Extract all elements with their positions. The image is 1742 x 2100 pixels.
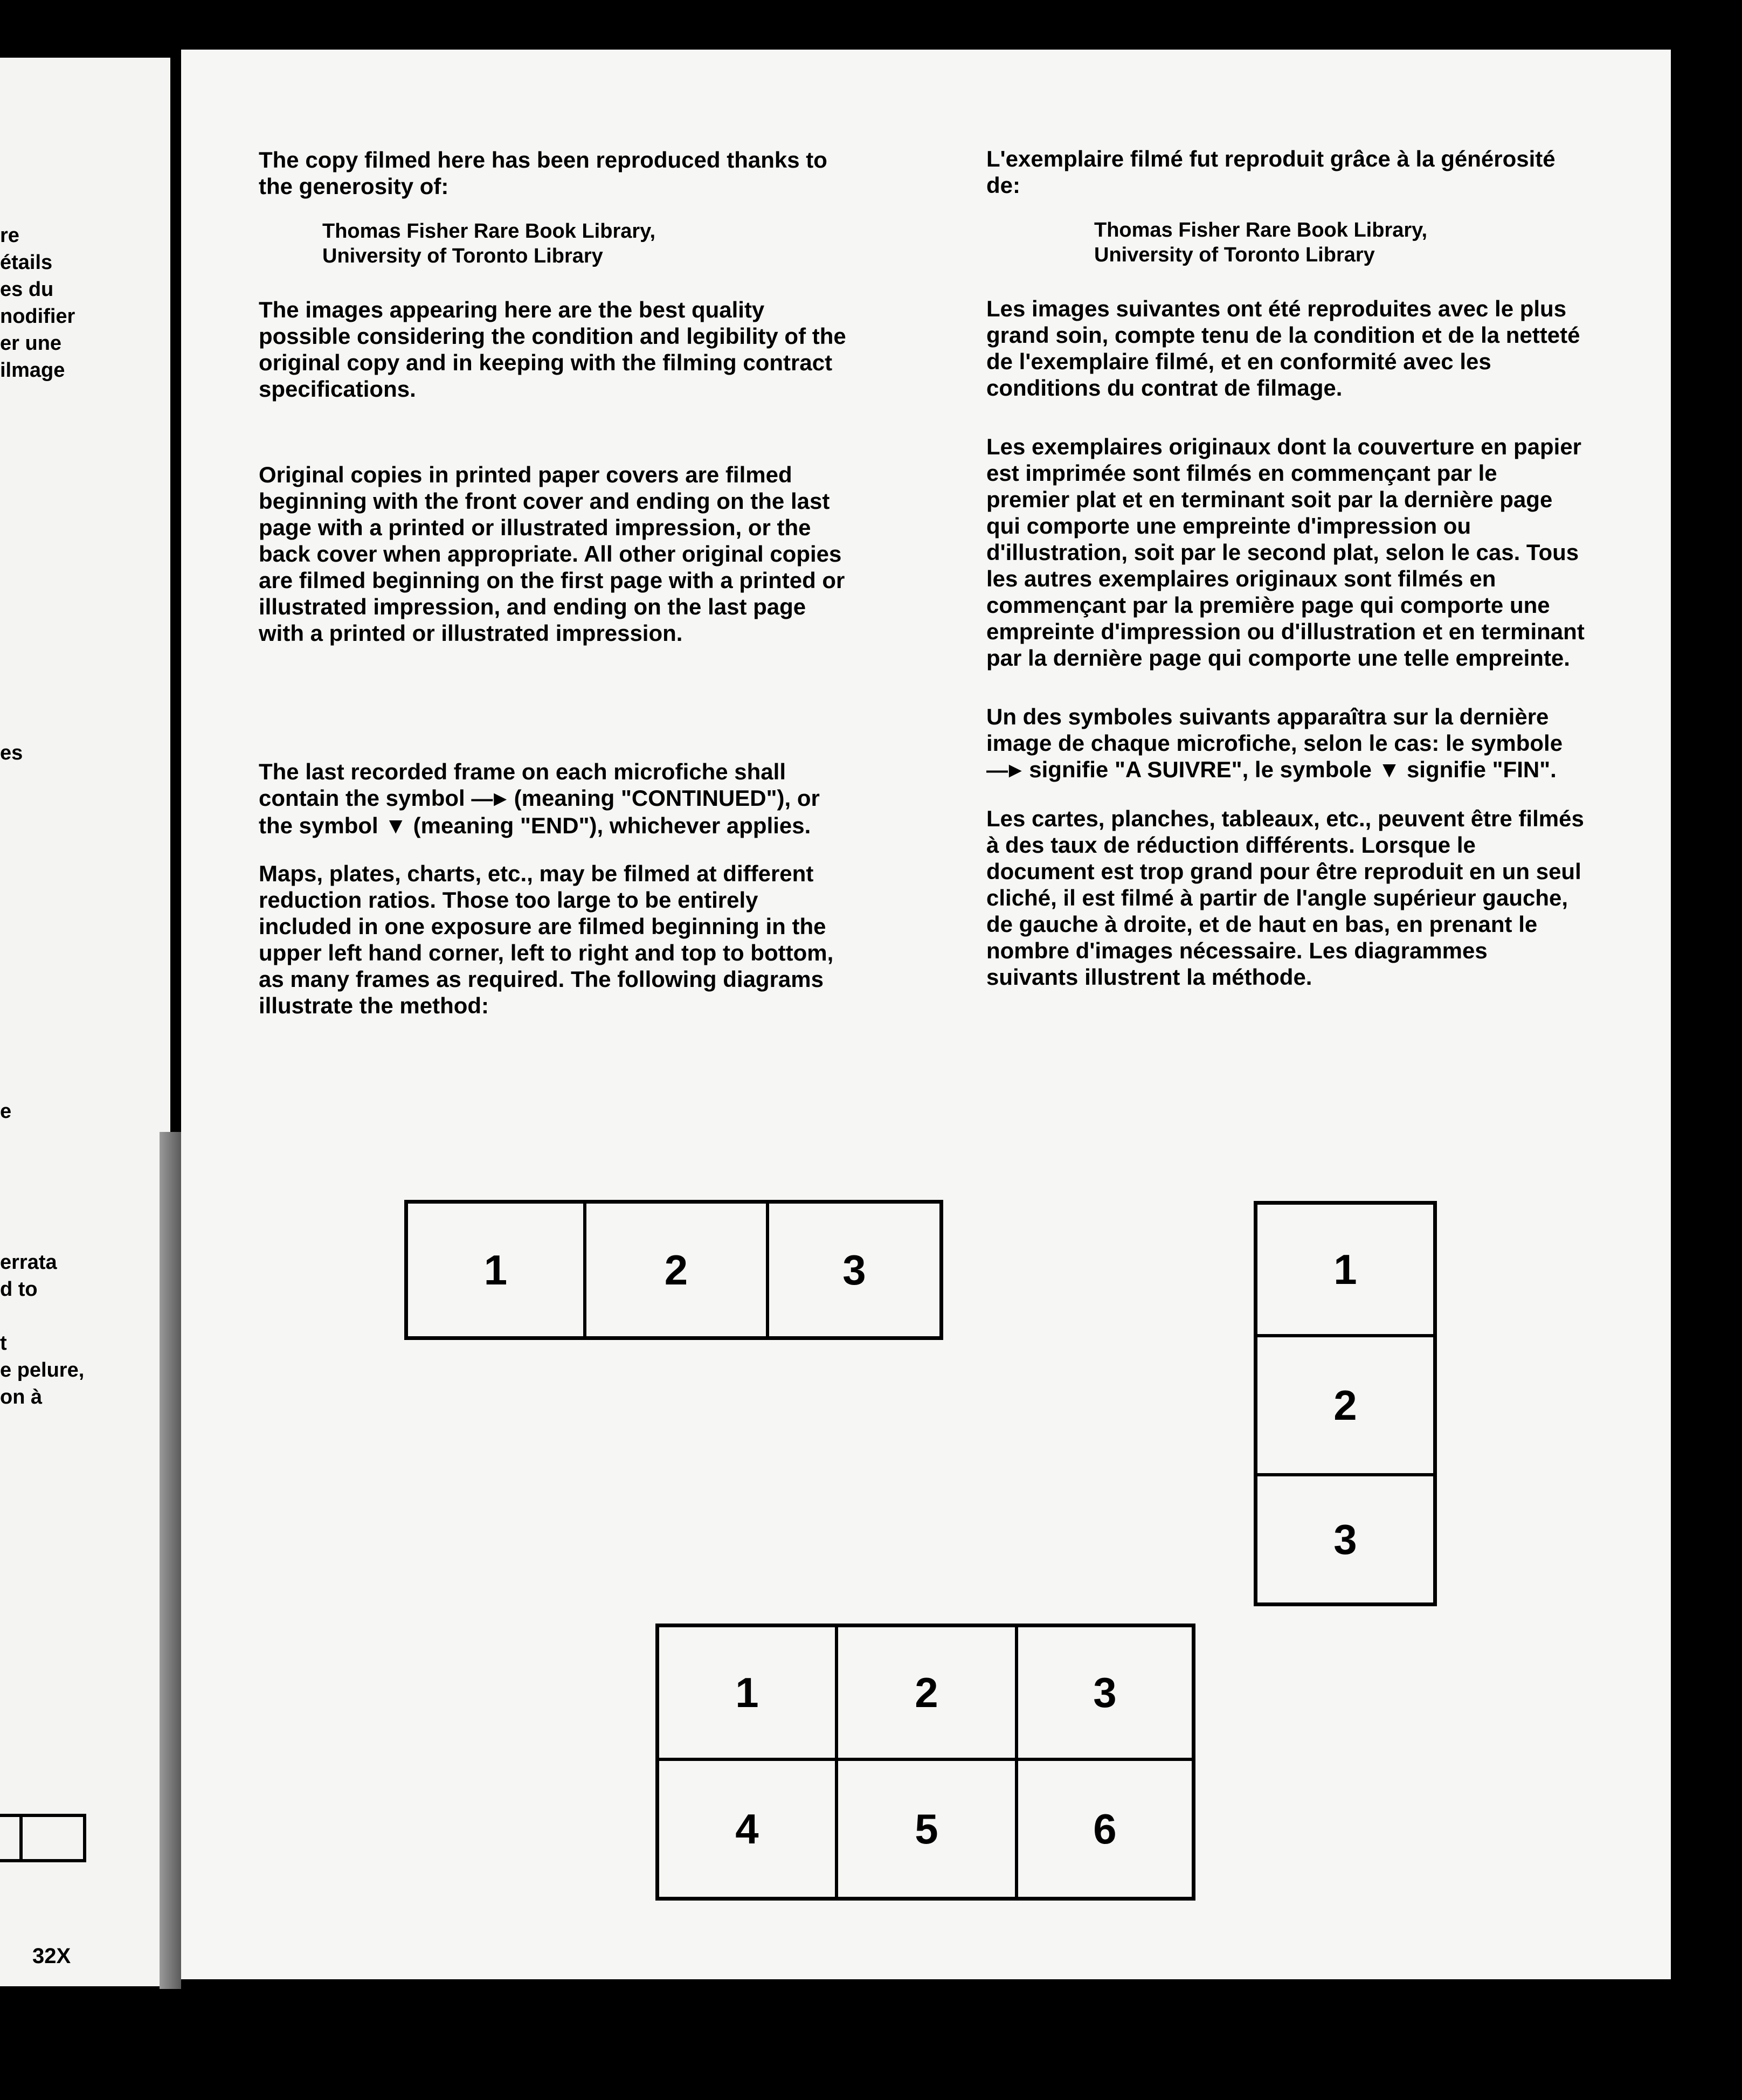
library-university: University of Toronto Library [1094, 244, 1375, 266]
frame-cell: 3 [842, 1246, 866, 1294]
english-quality-paragraph: The images appearing here are the best quality possible considering the condition and legibility of the original copy and in keeping with the filming contract specifications. [259, 297, 846, 402]
french-covers-paragraph: Les exemplaires originaux dont la couverture en papier est imprimée sont filmés en commençant par le premier plat et en terminant soit par la dernière page qui comporte une empreinte d'impression ou d'illustration, soit par le second plat, selon le cas. Tous les autres exemplaires originaux sont filmés en commençant par la première page qui comporte une empreinte d'impression ou d'illustration et en terminant par la dernière page qui comporte une telle empreinte. [986, 434, 1585, 671]
fragment-text: ilmage [0, 359, 65, 382]
frame-cell: 1 [483, 1246, 508, 1294]
fragment-text: étails [0, 251, 53, 274]
fragment-text: re [0, 224, 19, 247]
scale-target-box [0, 1814, 86, 1862]
symbol-text: (meaning "CONTINUED"), or the symbol [259, 785, 820, 838]
frame-cell: 5 [915, 1805, 938, 1853]
symbol-text: signifie "FIN". [1406, 757, 1557, 782]
grid-frame-diagram [655, 1624, 1195, 1901]
frame-cell: 2 [1333, 1381, 1357, 1429]
english-covers-paragraph: Original copies in printed paper covers are filmed beginning with the front cover and ending on the last page with a printed or illustrated impression, or the back cover when appropriate. All other original copies are filmed beginning on the first page with a printed or illustrated impression, and ending on the last page with a printed or illustrated impression. [259, 462, 845, 646]
continued-arrow-icon: —► [471, 787, 508, 811]
continued-arrow-icon: —► [986, 758, 1023, 782]
french-intro: L'exemplaire filmé fut reproduit grâce à la générosité de: [986, 146, 1556, 198]
fragment-text: e [0, 1100, 12, 1123]
previous-page-fragment [0, 58, 170, 1986]
frame-cell: 1 [735, 1668, 759, 1716]
frame-cell: 4 [735, 1805, 759, 1853]
main-page [181, 50, 1671, 1979]
frame-cell: 1 [1333, 1245, 1357, 1293]
library-university: University of Toronto Library [322, 245, 603, 267]
end-triangle-icon: ▼ [1378, 757, 1401, 782]
fragment-text: t [0, 1332, 7, 1355]
frame-cell: 3 [1333, 1515, 1357, 1563]
english-column [259, 147, 857, 1019]
page-edge-shadow [160, 1132, 181, 1989]
library-name: Thomas Fisher Rare Book Library, [1094, 219, 1428, 241]
french-quality-paragraph: Les images suivantes ont été reproduites avec le plus grand soin, compte tenu de la condition et de la netteté de l'exemplaire filmé, et en conformité avec les conditions du contrat de filmage. [986, 296, 1580, 400]
vertical-frame-diagram [1254, 1201, 1437, 1606]
fragment-text: on à [0, 1386, 43, 1408]
fragment-text: d to [0, 1278, 38, 1301]
fragment-text: es [0, 742, 23, 764]
frame-cell: 2 [915, 1668, 938, 1716]
french-maps-paragraph: Les cartes, planches, tableaux, etc., peuvent être filmés à des taux de réduction différents. Lorsque le document est trop grand pour être reproduit en un seul cliché, il est filmé à partir de l'angle supérieur gauche, de gauche à droite, et de haut en bas, en prenant le nombre d'images nécessaire. Les diagrammes suivants illustrent la méthode. [986, 806, 1584, 990]
frame-cell: 2 [664, 1246, 688, 1294]
fragment-text: es du [0, 278, 54, 301]
frame-cell: 3 [1093, 1668, 1117, 1716]
horizontal-frame-diagram [404, 1200, 943, 1340]
english-symbol-paragraph [259, 758, 857, 839]
fragment-text: nodifier [0, 305, 75, 328]
french-library [1094, 218, 1585, 267]
french-symbol-paragraph [986, 703, 1585, 784]
library-name: Thomas Fisher Rare Book Library, [322, 220, 656, 243]
fragment-text: e pelure, [0, 1359, 85, 1381]
symbol-text: signifie "A SUIVRE", le symbole [1029, 757, 1372, 782]
english-library [322, 219, 857, 268]
frame-cell: 6 [1093, 1805, 1117, 1853]
symbol-text: Un des symboles suivants apparaîtra sur la dernière image de chaque microfiche, selon le cas: le symbole [986, 704, 1563, 756]
end-triangle-icon: ▼ [384, 813, 407, 838]
symbol-text: (meaning "END"), whichever applies. [413, 813, 811, 838]
symbol-text: The last recorded frame on each microfiche shall contain the symbol [259, 759, 786, 811]
french-column [986, 146, 1585, 990]
english-maps-paragraph: Maps, plates, charts, etc., may be filmed at different reduction ratios. Those too large to be entirely included in one exposure are filmed beginning in the upper left hand corner, left to right and top to bottom, as many frames as required. The following diagrams illustrate the method: [259, 861, 834, 1018]
fragment-text: errata [0, 1251, 57, 1274]
fragment-text: er une [0, 332, 62, 355]
english-intro: The copy filmed here has been reproduced thanks to the generosity of: [259, 147, 827, 199]
scale-label: 32X [32, 1944, 71, 1968]
